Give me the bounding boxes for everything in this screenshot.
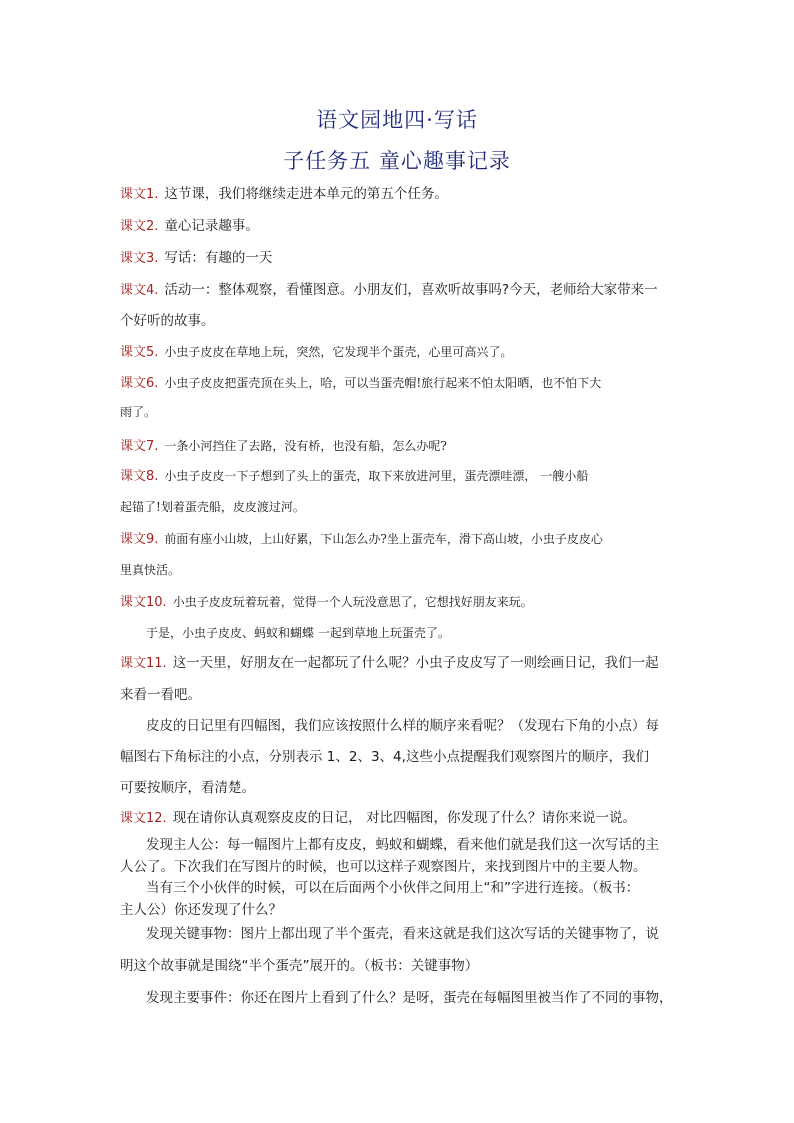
paragraph-2 bbox=[120, 220, 680, 234]
paragraph-text: 这节课，我们将继续走进本单元的第五个任务。 bbox=[164, 186, 448, 202]
paragraph-8 bbox=[120, 470, 680, 484]
paragraph-6-continued: 雨了。 bbox=[120, 405, 157, 419]
paragraph-11 bbox=[120, 657, 680, 671]
paragraph-11-continued: 来看一看吧。 bbox=[120, 687, 201, 703]
paragraph-label: 课文11. bbox=[120, 656, 167, 671]
paragraph-label: 课文8. bbox=[120, 469, 159, 484]
paragraph-label: 课文10. bbox=[120, 595, 167, 610]
paragraph-label: 课文12. bbox=[120, 811, 167, 826]
paragraph-4 bbox=[120, 284, 680, 298]
paragraph-key-object: 发现关键事物：图片上都出现了半个蛋壳，看来这就是我们这次写话的关键事物了，说 bbox=[146, 926, 659, 942]
paragraph-9-continued: 里真快活。 bbox=[120, 563, 181, 577]
paragraph-label: 课文9. bbox=[120, 532, 159, 547]
paragraph-9 bbox=[120, 533, 680, 547]
paragraph-label: 课文5. bbox=[120, 345, 159, 360]
paragraph-text: 小虫子皮皮把蛋壳顶在头上，哈，可以当蛋壳帽!旅行起来不怕太阳晒，也不怕下大 bbox=[164, 376, 602, 390]
paragraph-label: 课文1. bbox=[120, 187, 159, 202]
paragraph-1 bbox=[120, 188, 680, 202]
paragraph-diary-order: 皮皮的日记里有四幅图，我们应该按照什么样的顺序来看呢？（发现右下角的小点）每 bbox=[146, 718, 659, 734]
paragraph-8-continued: 起锚了!划着蛋壳船，皮皮渡过河。 bbox=[120, 500, 305, 514]
paragraph-label: 课文3. bbox=[120, 251, 159, 266]
paragraph-diary-order-continued-2: 可要按顺序，看清楚。 bbox=[120, 780, 255, 796]
paragraph-4-continued: 个好听的故事。 bbox=[120, 313, 215, 329]
paragraph-label: 课文6. bbox=[120, 376, 159, 391]
paragraph-text: 现在请你认真观察皮皮的日记， 对比四幅图，你发现了什么？请你来说一说。 bbox=[172, 810, 636, 826]
paragraph-5 bbox=[120, 346, 680, 360]
paragraph-text: 一条小河挡住了去路，没有桥，也没有船，怎么办呢? bbox=[164, 439, 447, 453]
paragraph-text: 写话：有趣的一天 bbox=[164, 250, 273, 266]
paragraph-text: 小虫子皮皮在草地上玩，突然，它发现半个蛋壳，心里可高兴了。 bbox=[164, 345, 513, 359]
paragraph-12 bbox=[120, 812, 680, 826]
paragraph-main-characters: 发现主人公：每一幅图片上都有皮皮，蚂蚁和蝴蝶，看来他们就是我们这一次写话的主 bbox=[146, 837, 659, 853]
paragraph-connect-word: 当有三个小伙伴的时候，可以在后面两个小伙伴之间用上“和”字进行连接。（板书： bbox=[146, 880, 640, 896]
paragraph-text: 童心记录趣事。 bbox=[164, 218, 259, 234]
paragraph-main-characters-continued: 人公了。下次我们在写图片的时候，也可以这样子观察图片，来找到图片中的主要人物。 bbox=[120, 859, 647, 875]
title-line-2: 子任务五 童心趣事记录 bbox=[283, 149, 511, 173]
paragraph-text: 这一天里，好朋友在一起都玩了什么呢？小虫子皮皮写了一则绘画日记，我们一起 bbox=[172, 655, 659, 671]
paragraph-label: 课文7. bbox=[120, 439, 159, 454]
title-line-1: 语文园地四·写话 bbox=[316, 108, 478, 132]
paragraph-text: 前面有座小山坡，上山好累，下山怎么办?坐上蛋壳车，滑下高山坡，小虫子皮皮心 bbox=[164, 532, 603, 546]
paragraph-6 bbox=[120, 377, 680, 391]
paragraph-label: 课文4. bbox=[120, 283, 159, 298]
paragraph-text: 小虫子皮皮玩着玩着，觉得一个人玩没意思了，它想找好朋友来玩。 bbox=[172, 595, 533, 609]
paragraph-10-followup: 于是，小虫子皮皮、蚂蚁和蝴蝶 一起到草地上玩蛋壳了。 bbox=[146, 626, 450, 640]
paragraph-10 bbox=[120, 596, 680, 610]
paragraph-3 bbox=[120, 252, 680, 266]
paragraph-label: 课文2. bbox=[120, 219, 159, 234]
paragraph-text: 活动一：整体观察，看懂图意。小朋友们，喜欢听故事吗?今天，老师给大家带来一 bbox=[164, 282, 658, 298]
paragraph-connect-word-continued: 主人公）你还发现了什么？ bbox=[120, 902, 282, 918]
paragraph-key-object-continued: 明这个故事就是围绕“半个蛋壳”展开的。（板书：关键事物） bbox=[120, 958, 479, 974]
paragraph-7 bbox=[120, 440, 680, 454]
paragraph-main-event: 发现主要事件：你还在图片上看到了什么？是呀，蛋壳在每幅图里被当作了不同的事物， bbox=[146, 990, 673, 1006]
paragraph-text: 小虫子皮皮一下子想到了头上的蛋壳，取下来放进河里，蛋壳漂哇漂， 一艘小船 bbox=[164, 469, 589, 483]
paragraph-diary-order-continued: 幅图右下角标注的小点，分别表示 1、2、3、4,这些小点提醒我们观察图片的顺序，我们 bbox=[120, 749, 649, 765]
